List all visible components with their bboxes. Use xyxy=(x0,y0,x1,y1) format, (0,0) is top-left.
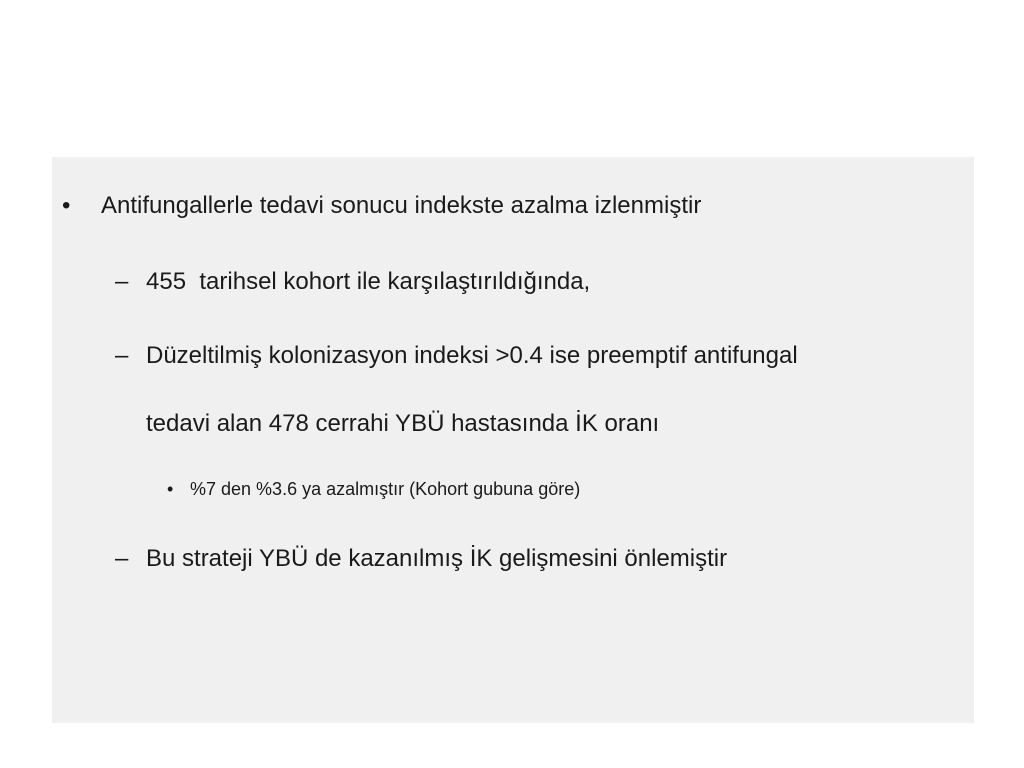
bullet-1-text: Antifungallerle tedavi sonucu indekste azalma izlenmiştir xyxy=(101,192,702,219)
bullet-marker: • xyxy=(62,192,71,219)
subsubbullet-1-text: %7 den %3.6 ya azalmıştır (Kohort gubuna göre) xyxy=(190,479,581,499)
subbullet-1-text: 455 tarihsel kohort ile karşılaştırıldığında, xyxy=(146,268,591,295)
dash-marker: – xyxy=(115,342,129,369)
slide-content-panel xyxy=(52,157,974,723)
small-bullet-marker: • xyxy=(167,479,174,499)
subbullet-3-text: Bu strateji YBÜ de kazanılmış İK gelişmesini önlemiştir xyxy=(146,545,728,572)
subbullet-2-text-line2: tedavi alan 478 cerrahi YBÜ hastasında İK oranı xyxy=(146,410,660,437)
dash-marker: – xyxy=(115,268,129,295)
subbullet-2-text-line1: Düzeltilmiş kolonizasyon indeksi >0.4 ise preemptif antifungal xyxy=(146,342,798,369)
dash-marker: – xyxy=(115,545,129,572)
